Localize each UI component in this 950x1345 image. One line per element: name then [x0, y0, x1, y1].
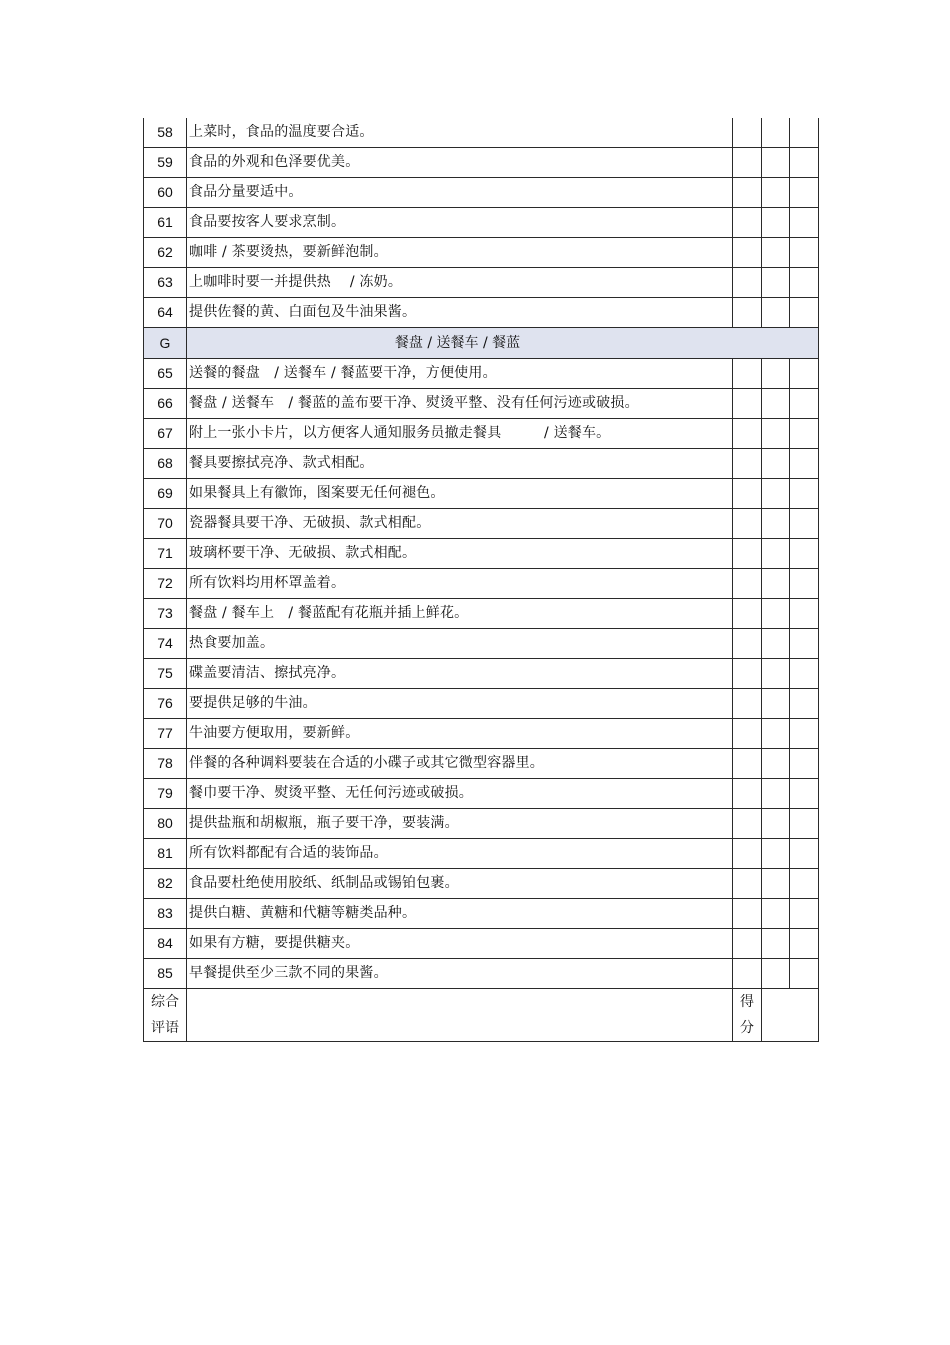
item-description: 上菜时，食品的温度要合适。 [187, 118, 733, 148]
checklist-body-after [144, 359, 819, 989]
check-cell-2[interactable] [762, 689, 790, 719]
item-description: 送餐的餐盘 / 送餐车 / 餐蓝要干净，方便使用。 [187, 359, 733, 389]
checklist-row [144, 899, 819, 929]
checklist-row [144, 148, 819, 178]
check-cell-1[interactable] [733, 268, 762, 298]
section-title: 餐盘 / 送餐车 / 餐蓝 [187, 328, 819, 359]
item-description: 食品分量要适中。 [187, 178, 733, 208]
item-number: 63 [144, 268, 187, 298]
checklist-row [144, 449, 819, 479]
item-number: 78 [144, 749, 187, 779]
item-description: 餐具要擦拭亮净、款式相配。 [187, 449, 733, 479]
check-cell-3[interactable] [790, 689, 819, 719]
check-cell-3[interactable] [790, 359, 819, 389]
check-cell-3[interactable] [790, 148, 819, 178]
item-number: 69 [144, 479, 187, 509]
checklist-row [144, 479, 819, 509]
item-number: 65 [144, 359, 187, 389]
check-cell-3[interactable] [790, 599, 819, 629]
item-description: 瓷器餐具要干净、无破损、款式相配。 [187, 509, 733, 539]
check-cell-1[interactable] [733, 689, 762, 719]
checklist-row [144, 689, 819, 719]
item-number: 61 [144, 208, 187, 238]
check-cell-1[interactable] [733, 839, 762, 869]
check-cell-1[interactable] [733, 569, 762, 599]
item-number: 82 [144, 869, 187, 899]
checklist-row [144, 118, 819, 148]
checklist-row [144, 959, 819, 989]
check-cell-2[interactable] [762, 569, 790, 599]
check-cell-2[interactable] [762, 929, 790, 959]
item-description: 提供佐餐的黄、白面包及牛油果酱。 [187, 298, 733, 328]
item-number: 74 [144, 629, 187, 659]
item-number: 67 [144, 419, 187, 449]
check-cell-3[interactable] [790, 749, 819, 779]
checklist-row [144, 839, 819, 869]
checklist-body-before [144, 118, 819, 328]
section-g [144, 328, 819, 359]
check-cell-1[interactable] [733, 298, 762, 328]
item-description: 如果餐具上有徽饰，图案要无任何褪色。 [187, 479, 733, 509]
summary-row [144, 989, 819, 1042]
check-cell-2[interactable] [762, 629, 790, 659]
item-description: 所有饮料均用杯罩盖着。 [187, 569, 733, 599]
check-cell-3[interactable] [790, 509, 819, 539]
item-number: 75 [144, 659, 187, 689]
item-description: 牛油要方便取用，要新鲜。 [187, 719, 733, 749]
summary-label [144, 989, 187, 1042]
item-description: 提供白糖、黄糖和代糖等糖类品种。 [187, 899, 733, 929]
item-number: 73 [144, 599, 187, 629]
check-cell-3[interactable] [790, 419, 819, 449]
check-cell-3[interactable] [790, 479, 819, 509]
checklist-row [144, 659, 819, 689]
check-cell-3[interactable] [790, 208, 819, 238]
check-cell-3[interactable] [790, 298, 819, 328]
checklist-row [144, 629, 819, 659]
check-cell-1[interactable] [733, 869, 762, 899]
summary-label-line2: 评语 [151, 1020, 179, 1036]
check-cell-2[interactable] [762, 659, 790, 689]
item-description: 所有饮料都配有合适的装饰品。 [187, 839, 733, 869]
check-cell-2[interactable] [762, 869, 790, 899]
item-number: 71 [144, 539, 187, 569]
checklist-row [144, 359, 819, 389]
check-cell-1[interactable] [733, 148, 762, 178]
check-cell-3[interactable] [790, 869, 819, 899]
item-description: 伴餐的各种调料要装在合适的小碟子或其它微型容器里。 [187, 749, 733, 779]
check-cell-2[interactable] [762, 238, 790, 268]
item-description: 食品的外观和色泽要优美。 [187, 148, 733, 178]
check-cell-2[interactable] [762, 268, 790, 298]
checklist-row [144, 569, 819, 599]
check-cell-1[interactable] [733, 238, 762, 268]
check-cell-2[interactable] [762, 148, 790, 178]
check-cell-1[interactable] [733, 929, 762, 959]
score-label-line1: 得 [740, 994, 754, 1010]
check-cell-2[interactable] [762, 359, 790, 389]
check-cell-2[interactable] [762, 389, 790, 419]
summary-label-line1: 综合 [151, 994, 179, 1010]
summary-comment-cell[interactable] [187, 989, 733, 1042]
check-cell-3[interactable] [790, 449, 819, 479]
check-cell-2[interactable] [762, 449, 790, 479]
check-cell-3[interactable] [790, 178, 819, 208]
check-cell-1[interactable] [733, 899, 762, 929]
checklist-row [144, 268, 819, 298]
check-cell-1[interactable] [733, 809, 762, 839]
item-description: 附上一张小卡片，以方便客人通知服务员撤走餐具 / 送餐车。 [187, 419, 733, 449]
check-cell-3[interactable] [790, 929, 819, 959]
check-cell-2[interactable] [762, 839, 790, 869]
item-number: 76 [144, 689, 187, 719]
check-cell-2[interactable] [762, 809, 790, 839]
item-description: 要提供足够的牛油。 [187, 689, 733, 719]
check-cell-1[interactable] [733, 178, 762, 208]
check-cell-2[interactable] [762, 298, 790, 328]
item-description: 餐盘 / 餐车上 / 餐蓝配有花瓶并插上鲜花。 [187, 599, 733, 629]
check-cell-1[interactable] [733, 629, 762, 659]
item-number: 60 [144, 178, 187, 208]
check-cell-3[interactable] [790, 539, 819, 569]
item-number: 68 [144, 449, 187, 479]
item-number: 80 [144, 809, 187, 839]
item-description: 如果有方糖，要提供糖夹。 [187, 929, 733, 959]
check-cell-1[interactable] [733, 419, 762, 449]
check-cell-3[interactable] [790, 389, 819, 419]
score-label-line2: 分 [740, 1020, 754, 1036]
check-cell-1[interactable] [733, 359, 762, 389]
item-number: 59 [144, 148, 187, 178]
item-description: 碟盖要清洁、擦拭亮净。 [187, 659, 733, 689]
check-cell-1[interactable] [733, 118, 762, 148]
checklist-row [144, 539, 819, 569]
score-value-cell[interactable] [762, 989, 819, 1042]
check-cell-2[interactable] [762, 749, 790, 779]
check-cell-1[interactable] [733, 479, 762, 509]
check-cell-1[interactable] [733, 389, 762, 419]
item-description: 餐盘 / 送餐车 / 餐蓝的盖布要干净、熨烫平整、没有任何污迹或破损。 [187, 389, 733, 419]
check-cell-1[interactable] [733, 208, 762, 238]
check-cell-2[interactable] [762, 509, 790, 539]
item-description: 咖啡 / 茶要烫热，要新鲜泡制。 [187, 238, 733, 268]
check-cell-2[interactable] [762, 899, 790, 929]
check-cell-3[interactable] [790, 809, 819, 839]
item-number: 72 [144, 569, 187, 599]
item-number: 77 [144, 719, 187, 749]
checklist-row [144, 779, 819, 809]
item-number: 81 [144, 839, 187, 869]
check-cell-2[interactable] [762, 539, 790, 569]
item-description: 上咖啡时要一并提供热 / 冻奶。 [187, 268, 733, 298]
checklist-row [144, 509, 819, 539]
item-number: 62 [144, 238, 187, 268]
check-cell-1[interactable] [733, 779, 762, 809]
check-cell-3[interactable] [790, 839, 819, 869]
section-code: G [144, 328, 187, 359]
check-cell-3[interactable] [790, 959, 819, 989]
checklist-row [144, 719, 819, 749]
item-number: 64 [144, 298, 187, 328]
item-description: 提供盐瓶和胡椒瓶，瓶子要干净，要装满。 [187, 809, 733, 839]
item-number: 70 [144, 509, 187, 539]
check-cell-3[interactable] [790, 569, 819, 599]
check-cell-3[interactable] [790, 659, 819, 689]
check-cell-2[interactable] [762, 719, 790, 749]
check-cell-2[interactable] [762, 599, 790, 629]
check-cell-1[interactable] [733, 749, 762, 779]
item-description: 早餐提供至少三款不同的果酱。 [187, 959, 733, 989]
check-cell-3[interactable] [790, 268, 819, 298]
check-cell-1[interactable] [733, 719, 762, 749]
check-cell-2[interactable] [762, 178, 790, 208]
checklist-row [144, 419, 819, 449]
check-cell-1[interactable] [733, 449, 762, 479]
item-number: 66 [144, 389, 187, 419]
checklist-row [144, 389, 819, 419]
checklist-row [144, 869, 819, 899]
check-cell-1[interactable] [733, 959, 762, 989]
item-description: 食品要按客人要求烹制。 [187, 208, 733, 238]
check-cell-3[interactable] [790, 629, 819, 659]
check-cell-1[interactable] [733, 659, 762, 689]
score-label [733, 989, 762, 1042]
check-cell-3[interactable] [790, 719, 819, 749]
check-cell-2[interactable] [762, 479, 790, 509]
check-cell-1[interactable] [733, 509, 762, 539]
checklist-row [144, 178, 819, 208]
check-cell-3[interactable] [790, 899, 819, 929]
item-number: 58 [144, 118, 187, 148]
section-header-row [144, 328, 819, 359]
check-cell-2[interactable] [762, 779, 790, 809]
checklist-row [144, 809, 819, 839]
item-number: 84 [144, 929, 187, 959]
check-cell-3[interactable] [790, 238, 819, 268]
check-cell-1[interactable] [733, 539, 762, 569]
check-cell-1[interactable] [733, 599, 762, 629]
item-description: 餐巾要干净、熨烫平整、无任何污迹或破损。 [187, 779, 733, 809]
checklist-row [144, 929, 819, 959]
item-description: 玻璃杯要干净、无破损、款式相配。 [187, 539, 733, 569]
check-cell-2[interactable] [762, 419, 790, 449]
checklist-row [144, 749, 819, 779]
checklist-row [144, 208, 819, 238]
checklist-row [144, 238, 819, 268]
checklist-table [143, 118, 819, 1042]
check-cell-2[interactable] [762, 118, 790, 148]
item-number: 79 [144, 779, 187, 809]
item-number: 85 [144, 959, 187, 989]
item-number: 83 [144, 899, 187, 929]
item-description: 食品要杜绝使用胶纸、纸制品或锡铂包裹。 [187, 869, 733, 899]
summary-section [144, 989, 819, 1042]
check-cell-2[interactable] [762, 208, 790, 238]
checklist-row [144, 298, 819, 328]
checklist-row [144, 599, 819, 629]
item-description: 热食要加盖。 [187, 629, 733, 659]
check-cell-3[interactable] [790, 779, 819, 809]
check-cell-3[interactable] [790, 118, 819, 148]
check-cell-2[interactable] [762, 959, 790, 989]
